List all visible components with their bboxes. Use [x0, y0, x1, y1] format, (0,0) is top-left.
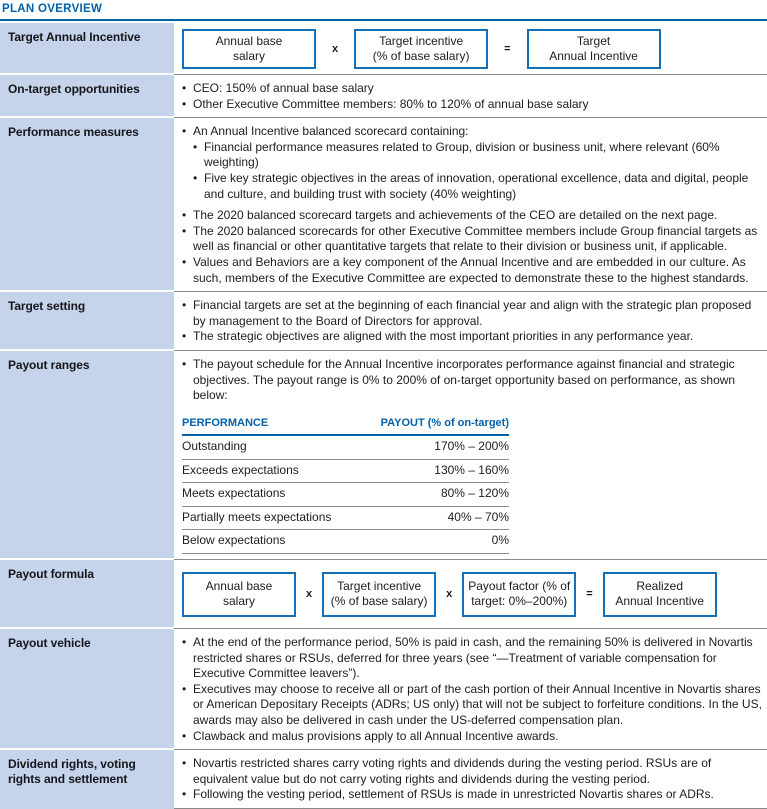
- bullet-item: • Clawback and malus provisions apply to all Annual Incentive awards.: [182, 729, 764, 745]
- performance-level: Meets expectations: [182, 483, 346, 507]
- payout-range: 130% – 160%: [346, 459, 510, 483]
- multiply-operator: x: [446, 588, 453, 601]
- formula-box-line: Annual base: [215, 34, 283, 48]
- row-payout-ranges: [0, 351, 767, 560]
- row-dividend-rights: [0, 750, 767, 809]
- row-label: Dividend rights, voting rights and settlement: [0, 750, 174, 809]
- row-label: Payout ranges: [0, 351, 174, 560]
- row-label: On-target opportunities: [0, 75, 174, 118]
- payout-range: 0%: [346, 530, 510, 554]
- row-label: Target Annual Incentive: [0, 23, 174, 75]
- equals-operator: =: [586, 588, 593, 601]
- row-content: [174, 23, 767, 75]
- performance-level: Below expectations: [182, 530, 346, 554]
- row-target-setting: [0, 292, 767, 351]
- bullet-item: • An Annual Incentive balanced scorecard containing:: [182, 124, 764, 140]
- table-row: [182, 530, 509, 554]
- page-title: PLAN OVERVIEW: [2, 3, 103, 15]
- bullet-item: • Financial targets are set at the beginning of each financial year and align with the strategic plan proposed by management to the Board of Directors for approval.: [182, 298, 764, 329]
- table-row: [182, 506, 509, 530]
- payout-formula: [182, 572, 717, 617]
- formula-box-line: Realized: [636, 579, 684, 594]
- header-rule: [0, 19, 767, 21]
- table-row: [182, 483, 509, 507]
- row-label: Performance measures: [0, 118, 174, 292]
- row-target-annual-incentive: [0, 23, 767, 75]
- formula-box-line: Annual base: [205, 579, 273, 594]
- row-on-target-opportunities: [0, 75, 767, 118]
- formula-box-annual-base-salary: [182, 572, 296, 617]
- row-content: [174, 560, 767, 629]
- formula-box-line: (% of base salary): [372, 49, 470, 63]
- sub-bullet-item: • Financial performance measures related to Group, division or business unit, where relevant (60% weighting): [193, 140, 764, 171]
- performance-level: Partially meets expectations: [182, 506, 346, 530]
- table-row: [182, 435, 509, 459]
- formula-box-line: Payout factor (% of: [468, 579, 571, 594]
- row-payout-formula: [0, 560, 767, 629]
- formula-box-line: salary: [222, 594, 255, 609]
- row-label: Payout formula: [0, 560, 174, 629]
- equals-operator: =: [504, 42, 511, 55]
- row-performance-measures: [0, 118, 767, 292]
- bullet-item: • At the end of the performance period, 50% is paid in cash, and the remaining 50% is delivered in Novartis restricted shares or RSUs, deferred for three years (see “—Treatment of variable compensation for Executive Committee leavers”).: [182, 635, 764, 682]
- formula-box-annual-base-salary: [182, 29, 316, 69]
- table-row: [182, 459, 509, 483]
- row-content: [174, 75, 767, 118]
- payout-range: 170% – 200%: [346, 435, 510, 459]
- row-content: [174, 118, 767, 292]
- formula-box-target-incentive: [354, 29, 488, 69]
- formula-box-target-incentive: [322, 572, 436, 617]
- formula-box-line: target: 0%–200%): [471, 594, 568, 609]
- performance-level: Exceeds expectations: [182, 459, 346, 483]
- formula-box-line: (% of base salary): [330, 594, 428, 609]
- bullet-item: • The payout schedule for the Annual Incentive incorporates performance against financial and strategic objectives. The payout range is 0% to 200% of on-target opportunity based on performance, as shown below:: [182, 357, 764, 404]
- bullet-item: • Following the vesting period, settlement of RSUs is made in unrestricted Novartis shares or ADRs.: [182, 787, 764, 803]
- formula-box-target-annual-incentive: [527, 29, 661, 69]
- formula-box-line: Annual Incentive: [549, 49, 638, 63]
- bullet-item: • The 2020 balanced scorecards for other Executive Committee members include Group financial targets as well as financial or other quantitative targets that relate to their division or business unit, if applicable.: [182, 224, 764, 255]
- multiply-operator: x: [332, 42, 339, 55]
- payout-table-header-payout: PAYOUT (% of on-target): [346, 413, 510, 435]
- row-payout-vehicle: [0, 629, 767, 750]
- formula-box-line: Annual Incentive: [615, 594, 705, 609]
- bullet-item: • Other Executive Committee members: 80% to 120% of annual base salary: [182, 97, 764, 113]
- bullet-item: • CEO: 150% of annual base salary: [182, 81, 764, 97]
- formula-box-line: Target: [576, 34, 611, 48]
- formula-box-realized-annual-incentive: [603, 572, 717, 617]
- row-label: Target setting: [0, 292, 174, 351]
- bullet-item: • Novartis restricted shares carry voting rights and dividends during the vesting period. RSUs are of equivalent value but do not carry voting rights and dividends during the vesting period.: [182, 756, 764, 787]
- payout-range: 40% – 70%: [346, 506, 510, 530]
- row-content: [174, 351, 767, 560]
- target-incentive-formula: [182, 29, 661, 69]
- payout-table-header-performance: PERFORMANCE: [182, 413, 346, 435]
- row-content: [174, 629, 767, 750]
- bullet-item: • The 2020 balanced scorecard targets and achievements of the CEO are detailed on the next page.: [182, 208, 764, 224]
- performance-level: Outstanding: [182, 435, 346, 459]
- sub-bullet-item: • Five key strategic objectives in the areas of innovation, operational excellence, data and digital, people and culture, and building trust with society (40% weighting): [193, 171, 764, 202]
- formula-box-line: Target incentive: [337, 579, 422, 594]
- row-label: Payout vehicle: [0, 629, 174, 750]
- formula-box-line: Target incentive: [379, 34, 464, 48]
- bullet-item: • Executives may choose to receive all or part of the cash portion of their Annual Incentive in Novartis shares or American Depositary Receipts (ADRs; US only) that will not be subject to forfeiture conditions. In the US, awards may also be delivered in cash under the US-deferred compensation plan.: [182, 682, 764, 729]
- payout-schedule-table: [182, 413, 509, 554]
- multiply-operator: x: [306, 588, 313, 601]
- row-content: [174, 292, 767, 351]
- formula-box-line: salary: [232, 49, 265, 63]
- payout-range: 80% – 120%: [346, 483, 510, 507]
- formula-box-payout-factor: [462, 572, 576, 617]
- bullet-item: • The strategic objectives are aligned with the most important priorities in any performance year.: [182, 329, 764, 345]
- bullet-item: • Values and Behaviors are a key component of the Annual Incentive and are embedded in our culture. As such, members of the Executive Committee are expected to demonstrate these to the highest standards.: [182, 255, 764, 286]
- row-content: [174, 750, 767, 809]
- plan-overview-table: [0, 23, 767, 809]
